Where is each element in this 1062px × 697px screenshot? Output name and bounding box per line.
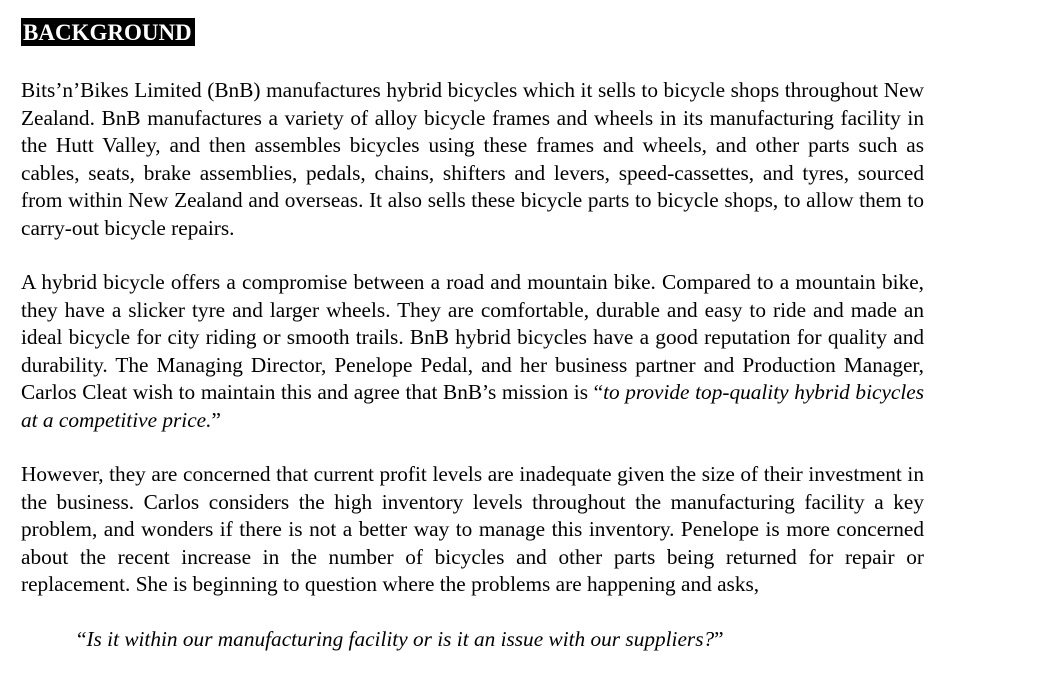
mission-open-quote: “: [593, 380, 604, 404]
penelope-quote: [21, 626, 924, 654]
document-page: [21, 18, 924, 653]
paragraph-hybrid-bicycle: [21, 269, 924, 434]
quote-close-mark: ”: [714, 626, 724, 651]
section-heading: BACKGROUND: [21, 18, 195, 46]
mission-close-quote: ”: [211, 407, 221, 432]
mission-statement: to provide top-quality hybrid bicycles at a competitive price.: [21, 380, 925, 432]
quote-text: Is it within our manufacturing facility or is it an issue with our suppliers?: [86, 626, 715, 651]
paragraph-company-overview: Bits’n’Bikes Limited (BnB) manufactures hybrid bicycles which it sells to bicycle shops throughout New Zealand. BnB manufactures a variety of alloy bicycle frames and wheels in its manufacturing facility in the Hutt Valley, and then assembles bicycles using these frames and wheels, and other parts such as cables, seats, brake assemblies, pedals, chains, shifters and levers, speed-cassettes, and tyres, sourced from within New Zealand and overseas. It also sells these bicycle parts to bicycle shops, to allow them to carry-out bicycle repairs.: [21, 78, 924, 240]
paragraph-profit-concerns: However, they are concerned that current profit levels are inadequate given the size of their investment in the business. Carlos considers the high inventory levels throughout the manufacturing facility a key problem, and wonders if there is not a better way to manage this inventory. Penelope is more concerned about the recent increase in the number of bicycles and other parts being returned for repair or replacement. She is beginning to question where the problems are happening and asks,: [21, 462, 924, 596]
paragraph-hybrid-bicycle-text: A hybrid bicycle offers a compromise between a road and mountain bike. Compared to a mountain bike, they have a slicker tyre and larger wheels. They are comfortable, durable and easy to ride and made an ideal bicycle for city riding or smooth trails. BnB hybrid bicycles have a good reputation for quality and durability. The Managing Director, Penelope Pedal, and her business partner and Production Manager, Carlos Cleat wish to maintain this and agree that BnB’s mission is: [21, 270, 924, 404]
quote-open-mark: “: [77, 626, 87, 651]
